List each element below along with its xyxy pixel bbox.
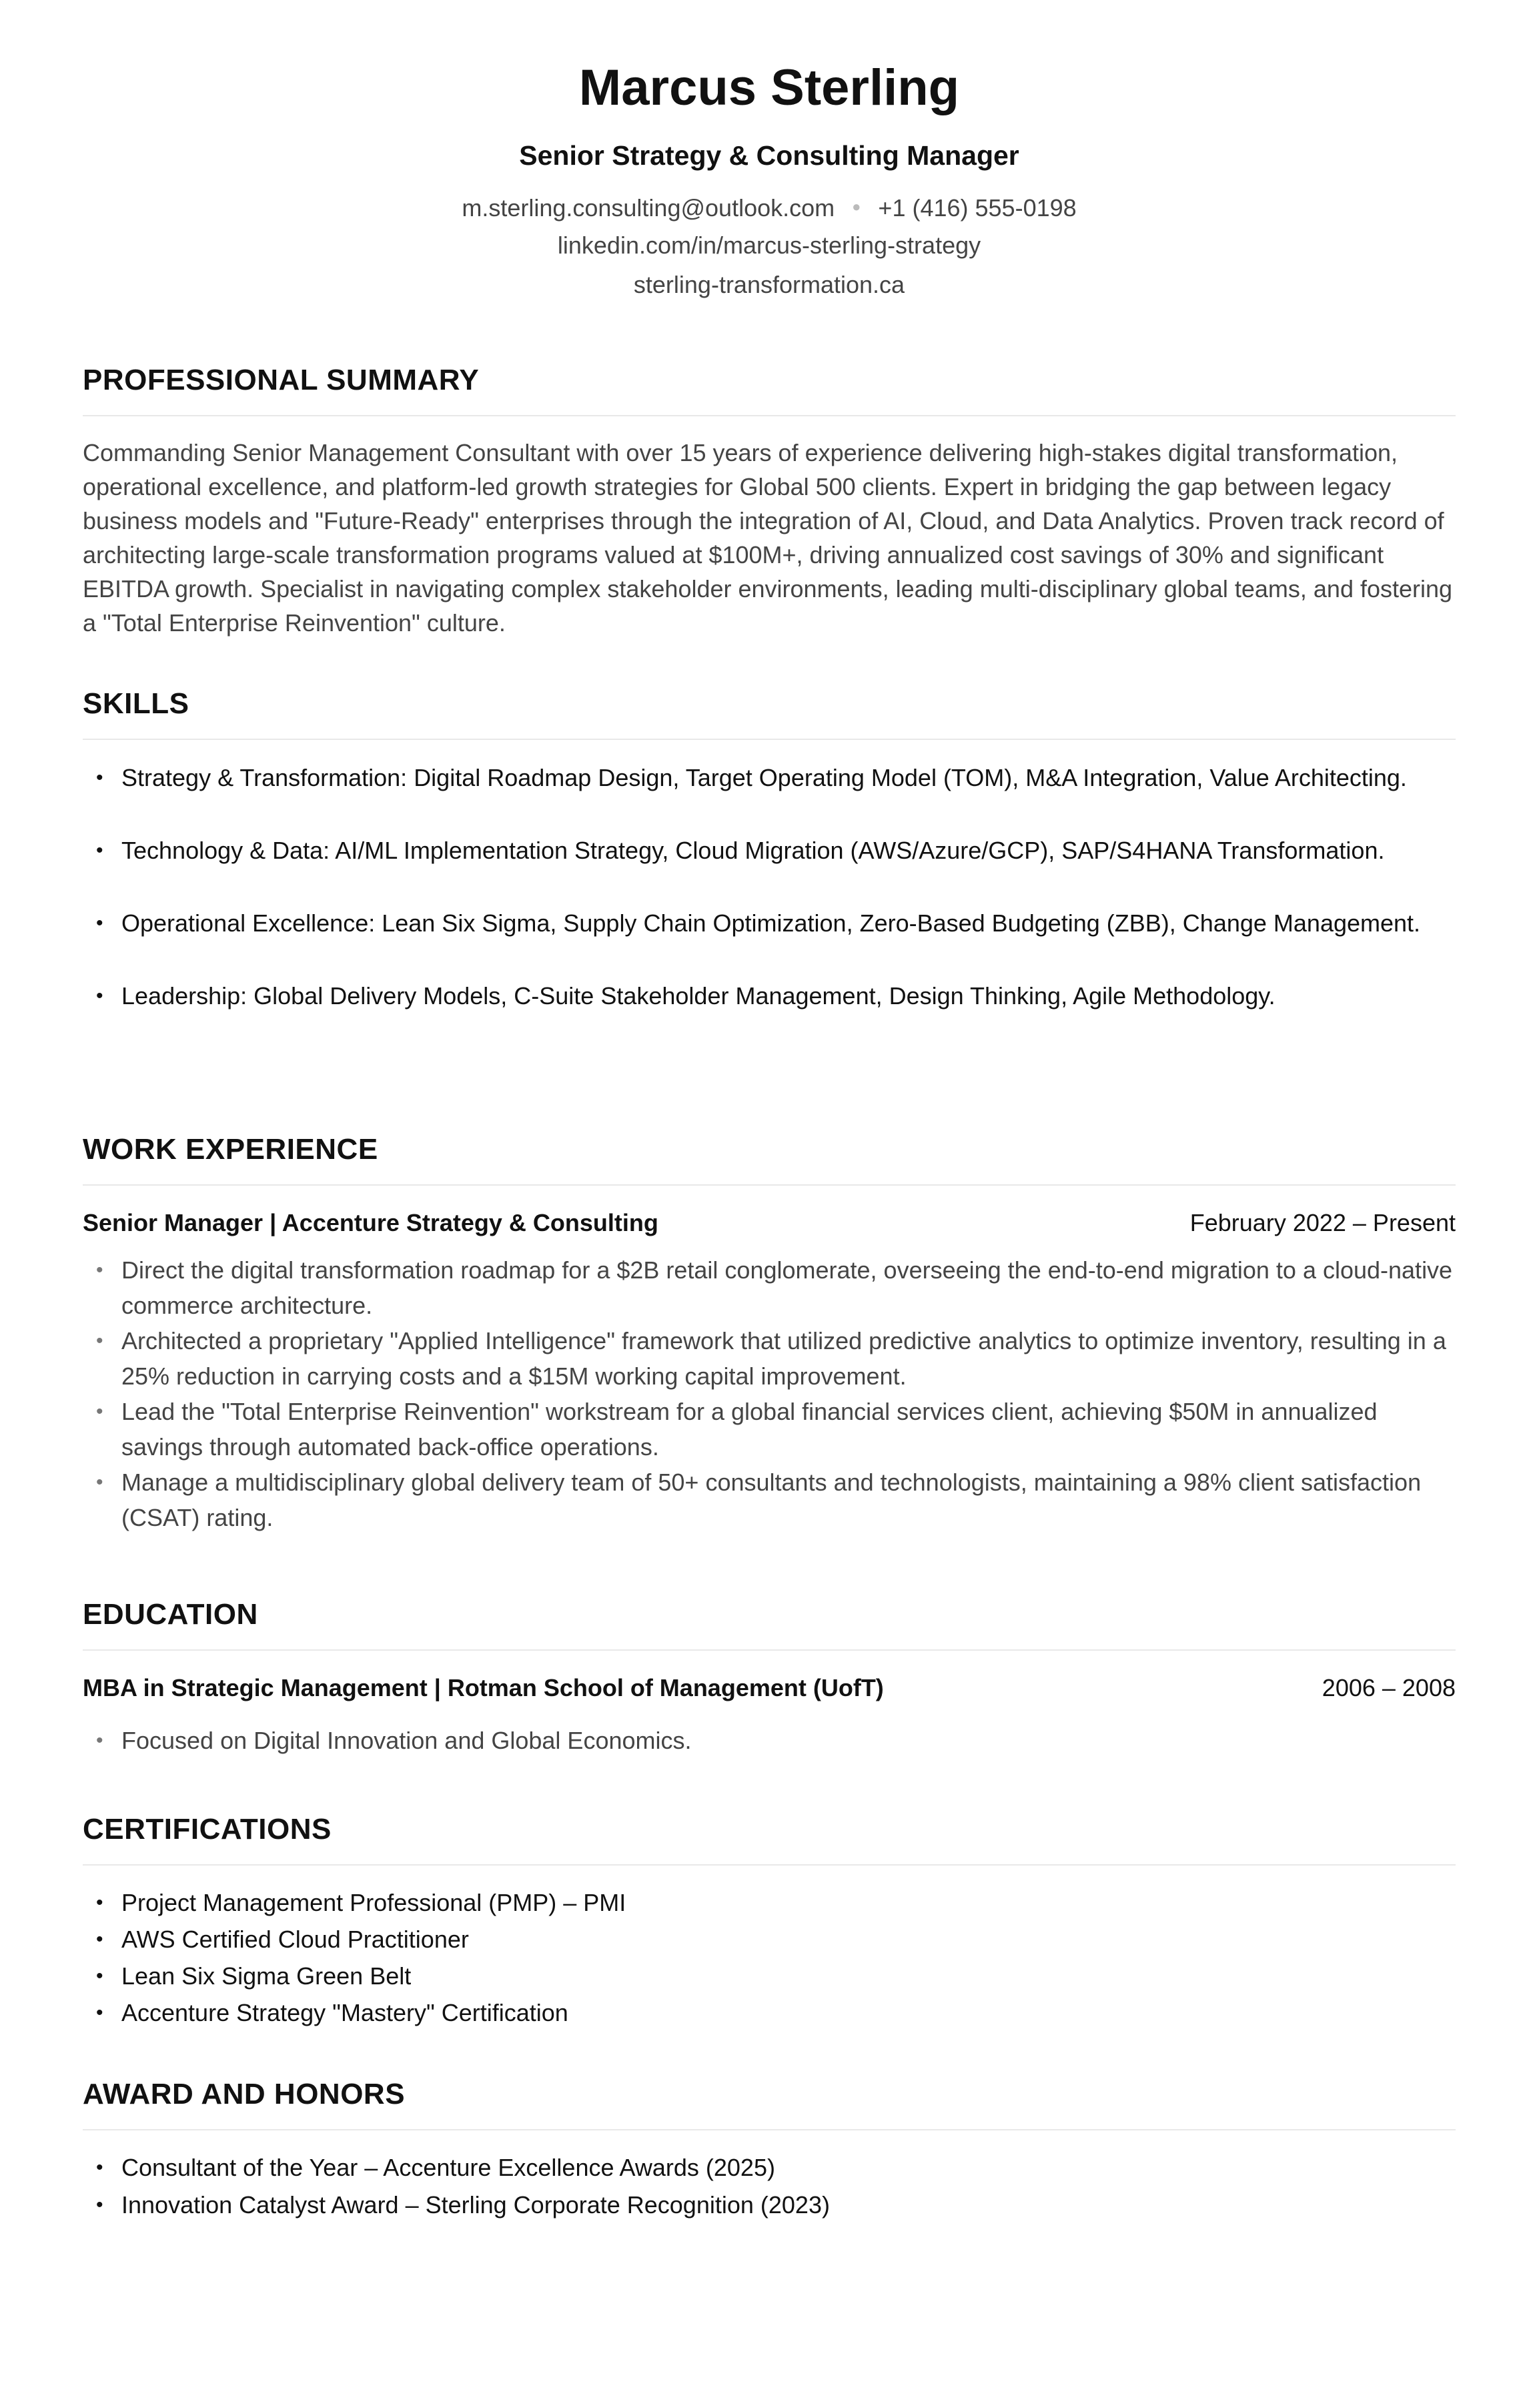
experience-section bbox=[83, 1135, 1456, 1535]
skill-item: • Operational Excellence: Lean Six Sigma, Supply Chain Optimization, Zero-Based Budgeting (ZBB), Change Management. bbox=[83, 905, 1456, 941]
awards-list bbox=[83, 2149, 1456, 2224]
certification-item: • Accenture Strategy "Mastery" Certification bbox=[83, 1994, 1456, 2031]
contact-line-primary bbox=[83, 196, 1456, 220]
certifications-section bbox=[83, 1815, 1456, 2031]
separator-dot: ● bbox=[852, 198, 861, 216]
education-heading: EDUCATION bbox=[83, 1598, 258, 1631]
certification-item: • AWS Certified Cloud Practitioner bbox=[83, 1921, 1456, 1958]
summary-section bbox=[83, 366, 1456, 640]
education-section bbox=[83, 1600, 1456, 1758]
skills-list bbox=[83, 760, 1456, 1014]
section-divider bbox=[83, 1864, 1456, 1866]
section-divider bbox=[83, 1649, 1456, 1651]
job-bullet: • Architected a proprietary "Applied Intelligence" framework that utilized predictive analytics to optimize inventory, resulting in a 25% reduction in carrying costs and a $15M working capital improvement. bbox=[83, 1323, 1456, 1394]
summary-text: Commanding Senior Management Consultant with over 15 years of experience delivering high-stakes digital transformation, operational excellence, and platform-led growth strategies for Global 500 clients. Expert in bridging the gap between legacy business models and "Future-Ready" enterprises through the integration of AI, Cloud, and Data Analytics. Proven track record of architecting large-scale transformation programs valued at $100M+, driving annualized cost savings of 30% and significant EBITDA growth. Specialist in navigating complex stakeholder environments, leading multi-disciplinary global teams, and fostering a "Total Enterprise Reinvention" culture. bbox=[83, 439, 1453, 637]
education-header bbox=[83, 1676, 1456, 1700]
skills-section bbox=[83, 689, 1456, 1014]
award-item: • Innovation Catalyst Award – Sterling Corporate Recognition (2023) bbox=[83, 2186, 1456, 2224]
job-role: Senior Manager | Accenture Strategy & Consulting bbox=[83, 1209, 658, 1236]
section-divider bbox=[83, 415, 1456, 416]
candidate-name: Marcus Sterling bbox=[578, 59, 960, 116]
certification-item: • Lean Six Sigma Green Belt bbox=[83, 1958, 1456, 1994]
job-header bbox=[83, 1211, 1456, 1235]
certifications-heading: CERTIFICATIONS bbox=[83, 1813, 332, 1846]
education-date: 2006 – 2008 bbox=[1322, 1674, 1456, 1701]
certification-item: • Project Management Professional (PMP) – PMI bbox=[83, 1884, 1456, 1921]
job-bullet: • Lead the "Total Enterprise Reinvention" workstream for a global financial services client, achieving $50M in annualized savings through automated back-office operations. bbox=[83, 1394, 1456, 1465]
experience-heading: WORK EXPERIENCE bbox=[83, 1133, 378, 1166]
skill-item: • Strategy & Transformation: Digital Roadmap Design, Target Operating Model (TOM), M&A Integration, Value Architecting. bbox=[83, 760, 1456, 795]
skills-heading: SKILLS bbox=[83, 687, 189, 720]
job-date: February 2022 – Present bbox=[1189, 1209, 1456, 1236]
candidate-title: Senior Strategy & Consulting Manager bbox=[519, 140, 1019, 171]
section-divider bbox=[83, 1184, 1456, 1186]
education-bullets bbox=[83, 1723, 1456, 1758]
certifications-list bbox=[83, 1884, 1456, 2031]
email-link[interactable]: m.sterling.consulting@outlook.com bbox=[462, 194, 835, 222]
job-bullet: • Direct the digital transformation roadmap for a $2B retail conglomerate, overseeing the end-to-end migration to a cloud-native commerce architecture. bbox=[83, 1252, 1456, 1323]
summary-heading: PROFESSIONAL SUMMARY bbox=[83, 364, 480, 396]
awards-heading: AWARD AND HONORS bbox=[83, 2078, 406, 2110]
website-link[interactable]: sterling-transformation.ca bbox=[633, 271, 905, 298]
linkedin-link[interactable]: linkedin.com/in/marcus-sterling-strategy bbox=[557, 232, 981, 259]
phone-number[interactable]: +1 (416) 555-0198 bbox=[878, 194, 1077, 222]
education-bullet: • Focused on Digital Innovation and Global Economics. bbox=[83, 1723, 1456, 1758]
award-item: • Consultant of the Year – Accenture Excellence Awards (2025) bbox=[83, 2149, 1456, 2186]
job-bullet: • Manage a multidisciplinary global delivery team of 50+ consultants and technologists, maintaining a 98% client satisfaction (CSAT) rating. bbox=[83, 1465, 1456, 1535]
degree-name: MBA in Strategic Management | Rotman School of Management (UofT) bbox=[83, 1674, 884, 1701]
section-divider bbox=[83, 739, 1456, 740]
section-divider bbox=[83, 2129, 1456, 2130]
job-bullets bbox=[83, 1252, 1456, 1535]
awards-section bbox=[83, 2080, 1456, 2224]
skill-item: • Leadership: Global Delivery Models, C-Suite Stakeholder Management, Design Thinking, Agile Methodology. bbox=[83, 978, 1456, 1014]
skill-item: • Technology & Data: AI/ML Implementation Strategy, Cloud Migration (AWS/Azure/GCP), SAP/S4HANA Transformation. bbox=[83, 833, 1456, 868]
